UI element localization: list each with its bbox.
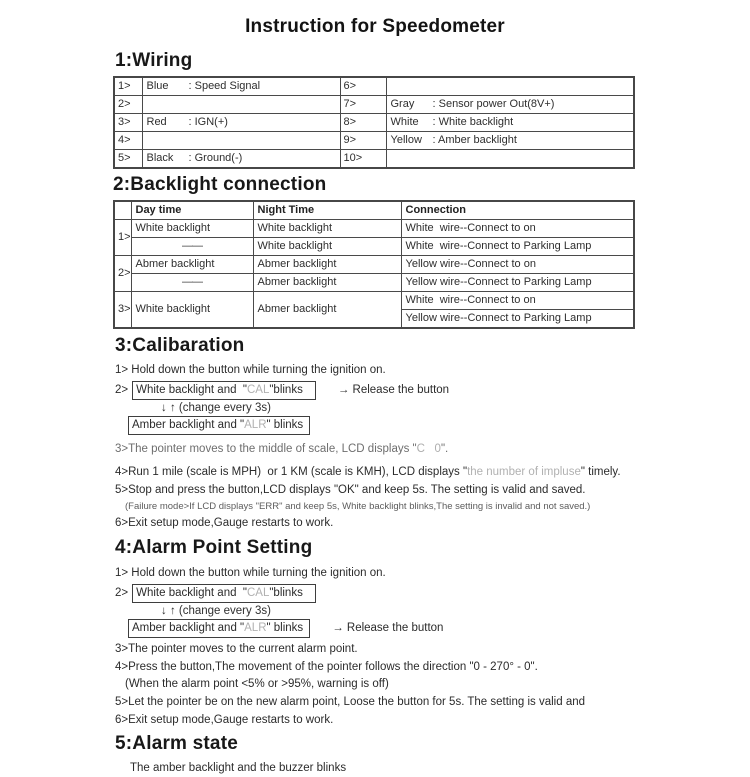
night-cell: White backlight xyxy=(253,220,401,238)
cal-code: CAL xyxy=(246,587,270,599)
amber-backlight-box xyxy=(128,619,310,638)
box-text: White backlight and " xyxy=(136,384,247,396)
pin-number: 10> xyxy=(340,150,386,169)
alarm-step-2-num: 2> xyxy=(115,587,129,599)
section-heading-calibration: 3:Calibaration xyxy=(115,335,245,356)
alarm-state-text: The amber backlight and the buzzer blinks xyxy=(130,762,347,774)
cal-step-2 xyxy=(115,381,637,400)
wire-function: : White backlight xyxy=(432,116,514,128)
release-button-note: → Release the button xyxy=(332,622,444,634)
step-text: 3>The pointer moves to the middle of scale, LCD displays " xyxy=(115,443,417,455)
alarm-step-6: 6>Exit setup mode,Gauge restarts to work. xyxy=(115,714,334,726)
alarm-step-5: 5>Let the pointer be on the new alarm point, Loose the button for 5s. The setting is valid and xyxy=(115,696,586,708)
wiring-cell xyxy=(386,114,634,132)
wire-function: : IGN(+) xyxy=(188,116,228,128)
backlight-connection-table xyxy=(113,200,635,329)
section-heading-wiring: 1:Wiring xyxy=(115,50,193,71)
backlight-row xyxy=(114,274,634,292)
box-text: " blinks xyxy=(266,419,304,431)
connection-cell: Yellow wire--Connect to on xyxy=(401,256,634,274)
alarm-step-2 xyxy=(115,584,637,603)
night-cell: White backlight xyxy=(253,238,401,256)
amber-backlight-box xyxy=(128,416,310,435)
pin-number: 1> xyxy=(114,77,142,96)
page-title: Instruction for Speedometer xyxy=(245,16,505,37)
pin-number: 6> xyxy=(340,77,386,96)
white-backlight-box xyxy=(132,584,316,603)
wiring-row xyxy=(114,96,634,114)
pin-number: 3> xyxy=(114,114,142,132)
step-text: ". xyxy=(440,443,449,455)
toggle-arrows-line: ↓ ↑ (change every 3s) xyxy=(161,402,271,414)
lcd-code: C 0 xyxy=(416,443,441,455)
calibration-steps xyxy=(115,361,637,532)
wiring-cell xyxy=(142,96,340,114)
backlight-row xyxy=(114,220,634,238)
backlight-header xyxy=(114,201,131,220)
cal-step-4 xyxy=(115,463,637,481)
wire-color: Gray xyxy=(390,98,415,110)
wiring-cell xyxy=(142,132,340,150)
release-button-note: → Release the button xyxy=(337,384,450,396)
wiring-cell xyxy=(386,132,634,150)
wire-function: : Sensor power Out(8V+) xyxy=(432,98,555,110)
step-text: " timely. xyxy=(580,466,621,478)
alarm-warning-note: (When the alarm point <5% or >95%, warning is off) xyxy=(125,678,389,690)
box-text: " blinks xyxy=(266,622,304,634)
section-heading-alarm-state: 5:Alarm state xyxy=(115,733,238,754)
connection-cell: Yellow wire--Connect to Parking Lamp xyxy=(401,274,634,292)
alr-code: ALR xyxy=(244,419,267,431)
toggle-arrows-line: ↓ ↑ (change every 3s) xyxy=(161,605,271,617)
group-number: 2> xyxy=(114,256,131,292)
pin-number: 4> xyxy=(114,132,142,150)
backlight-row xyxy=(114,256,634,274)
section-heading-backlight: 2:Backlight connection xyxy=(113,174,327,195)
wiring-row xyxy=(114,150,634,169)
pin-number: 2> xyxy=(114,96,142,114)
step-text: 4>Run 1 mile (scale is MPH) or 1 KM (scale is KMH), LCD displays " xyxy=(115,466,468,478)
alarm-amber-row xyxy=(128,619,637,638)
day-cell: —— xyxy=(131,274,253,292)
wire-color: Black xyxy=(146,152,174,164)
box-text: "blinks xyxy=(269,384,303,396)
box-text: Amber backlight and " xyxy=(132,419,245,431)
alarm-step-4: 4>Press the button,The movement of the pointer follows the direction "0 - 270° - 0". xyxy=(115,661,538,673)
box-text: Amber backlight and " xyxy=(132,622,245,634)
wire-color: Yellow xyxy=(390,134,422,146)
alarm-setting-steps xyxy=(115,564,637,729)
cal-step-3 xyxy=(115,440,637,458)
pin-number: 8> xyxy=(340,114,386,132)
connection-cell: White wire--Connect to on xyxy=(401,292,634,310)
wire-color: Blue xyxy=(146,80,169,92)
wiring-row xyxy=(114,132,634,150)
pin-number: 5> xyxy=(114,150,142,169)
wiring-cell xyxy=(142,150,340,169)
pin-number: 7> xyxy=(340,96,386,114)
wiring-table xyxy=(113,76,635,169)
cal-step-5: 5>Stop and press the button,LCD displays "OK" and keep 5s. The setting is valid and saved. xyxy=(115,484,586,496)
cal-amber-row xyxy=(128,416,637,435)
backlight-header: Day time xyxy=(131,201,253,220)
wiring-cell xyxy=(142,114,340,132)
night-cell: Abmer backlight xyxy=(253,256,401,274)
wire-color: Red xyxy=(146,116,167,128)
backlight-row xyxy=(114,238,634,256)
day-cell: White backlight xyxy=(131,292,253,329)
day-cell: —— xyxy=(131,238,253,256)
connection-cell: White wire--Connect to Parking Lamp xyxy=(401,238,634,256)
connection-cell: White wire--Connect to on xyxy=(401,220,634,238)
cal-failure-note: (Failure mode>If LCD displays "ERR" and keep 5s, White backlight blinks,The setting is invalid and not saved.) xyxy=(125,501,591,512)
cal-step-1: 1> Hold down the button while turning the ignition on. xyxy=(115,364,386,376)
day-cell: White backlight xyxy=(131,220,253,238)
wire-color: White xyxy=(390,116,419,128)
night-cell: Abmer backlight xyxy=(253,292,401,329)
box-text: White backlight and " xyxy=(136,587,247,599)
night-cell: Abmer backlight xyxy=(253,274,401,292)
section-heading-alarm-setting: 4:Alarm Point Setting xyxy=(115,537,313,558)
cal-code: CAL xyxy=(246,384,270,396)
cal-step-6: 6>Exit setup mode,Gauge restarts to work. xyxy=(115,517,334,529)
backlight-row xyxy=(114,292,634,310)
backlight-header: Connection xyxy=(401,201,634,220)
wiring-cell xyxy=(142,77,340,96)
alarm-step-3: 3>The pointer moves to the current alarm point. xyxy=(115,643,358,655)
wiring-cell xyxy=(386,150,634,169)
wire-function: : Amber backlight xyxy=(432,134,517,146)
wiring-cell xyxy=(386,77,634,96)
alarm-step-1: 1> Hold down the button while turning the ignition on. xyxy=(115,567,386,579)
wiring-row xyxy=(114,77,634,96)
wire-function: : Ground(-) xyxy=(188,152,243,164)
group-number: 1> xyxy=(114,220,131,256)
cal-step-2-num: 2> xyxy=(115,384,129,396)
day-cell: Abmer backlight xyxy=(131,256,253,274)
box-text: "blinks xyxy=(269,587,303,599)
connection-cell: Yellow wire--Connect to Parking Lamp xyxy=(401,310,634,329)
wire-function: : Speed Signal xyxy=(188,80,261,92)
backlight-header-row xyxy=(114,201,634,220)
group-number: 3> xyxy=(114,292,131,329)
wiring-cell xyxy=(386,96,634,114)
pin-number: 9> xyxy=(340,132,386,150)
lcd-code: the number of impluse xyxy=(467,466,581,478)
white-backlight-box xyxy=(132,381,316,400)
alr-code: ALR xyxy=(244,622,267,634)
wiring-row xyxy=(114,114,634,132)
backlight-header: Night Time xyxy=(253,201,401,220)
